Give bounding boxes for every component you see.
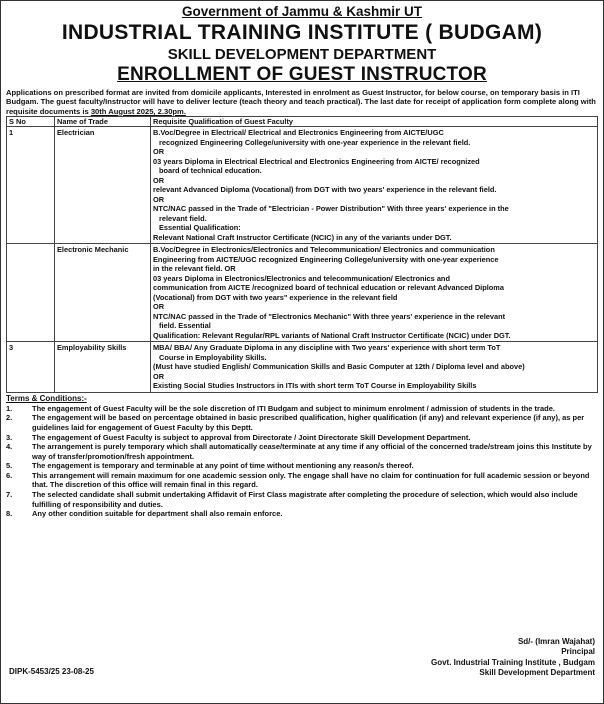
row-qualification [151,342,598,393]
reference-number: DIPK-5453/25 23-08-25 [9,667,94,676]
institute-heading: INDUSTRIAL TRAINING INSTITUTE ( BUDGAM) [61,21,543,44]
term-item [6,509,598,519]
term-item [6,442,598,461]
term-item [6,490,598,509]
term-item [6,404,598,414]
term-text: Any other condition suitable for department shall also remain enforce. [32,509,283,519]
term-text: The arrangement is purely temporary which shall automatically cease/terminate at any time if any official of the concerned trade/stream joins this Institute by way of transfer/promotion/fresh appointment. [32,442,592,461]
table-row [7,244,598,342]
qualification-line: Engineering from AICTE/UGC recognized Engineering College/university with one-year experience [153,254,499,264]
term-item [6,413,598,432]
signature-designation: Principal [561,647,595,657]
qualification-line: OR [153,147,165,157]
term-item [6,471,598,490]
row-sno: 1 [7,127,55,244]
qualification-line: Course in Employability Skills. [159,352,267,362]
table-header-row [7,117,598,127]
qualification-line: Essential Qualification: [159,223,241,233]
qualification-line: 03 years Diploma in Electrical Electrical and Electronics Engineering from AICTE/ recognized [153,156,480,166]
term-text: The engagement of Guest Faculty will be the sole discretion of ITI Budgam and subject to minimum enrolment / admission of students in the trade. [32,403,555,413]
signature-dept: Skill Development Department [479,668,595,678]
qualification-line: Existing Social Studies Instructors in ITIs with short term ToT Course in Employability Skills [153,381,477,391]
table-row [7,342,598,393]
qualification-line: Qualification: Relevant Regular/RPL variants of National Craft Instructor Certificate (NCIC) under DGT. [153,330,511,340]
col-sno: S No [7,117,55,127]
notice-title: ENROLLMENT OF GUEST INSTRUCTOR [117,64,487,85]
qualification-line: 03 years Diploma in Electronics/Electronics and telecommunication/ Electronics and [153,273,450,283]
signature-office: Govt. Industrial Training Institute , Budgam [430,657,595,667]
term-text: The engagement is temporary and terminable at any point of time without mentioning any reason/s thereof. [32,461,414,471]
row-sno: 3 [7,342,55,393]
row-trade-name: Electrician [55,127,151,244]
col-qualification: Requisite Qualification of Guest Faculty [151,117,598,127]
qualification-line: OR [153,175,165,185]
row-trade-name: Electronic Mechanic [55,244,151,342]
term-number: 1. [6,403,13,413]
signature-block [431,637,595,679]
qualification-line: communication from AICTE /recognized board of technical education or relevant Advanced Diploma [153,283,504,293]
qualification-line: OR [153,194,165,204]
qualification-line: Relevant National Craft Instructor Certificate (NCIC) in any of the variants under DGT. [153,232,452,242]
row-trade-name: Employability Skills [55,342,151,393]
term-item [6,433,598,443]
term-number: 6. [6,470,13,480]
qualification-line: (Must have studied English/ Communication Skills and Basic Computer at 12th / Diploma level and above) [153,362,525,372]
qualification-line: NTC/NAC passed in the Trade of "Electronics Mechanic" With three years' experience in the relevant [153,311,506,321]
term-number: 8. [6,509,13,519]
term-number: 4. [6,442,13,452]
col-trade: Name of Trade [55,117,151,127]
qualification-line: relevant field. [159,213,207,223]
qualification-line: MBA/ BBA/ Any Graduate Diploma in any discipline with Two years' experience with short term ToT [153,343,501,353]
row-sno [7,244,55,342]
term-number: 5. [6,461,13,471]
qualification-line: recognized Engineering College/university with one-year experience in the relevant field. [159,137,471,147]
intro-text: Applications on prescribed format are invited from domicile applicants, Interested in enrolment as Guest Instructor, for below course, on temporary basis in ITI Budgam. The guest faculty/Instructor will have to deliver lecture (teach theory and teach practical). The last date for receipt of application form complete along with requisite documents is [6,88,596,116]
terms-title: Terms & Conditions:- [6,393,87,403]
qualification-line: B.Voc/Degree in Electronics/Electronics and Telecommunication/ Electronics and communication [153,245,495,255]
department-heading: SKILL DEVELOPMENT DEPARTMENT [167,46,437,63]
term-text: The selected candidate shall submit undertaking Affidavit of First Class magistrate after completing the procedure of selection, which would also include fulfilling of responsibility and duties. [32,490,578,509]
term-number: 7. [6,490,13,500]
intro-paragraph [6,88,598,116]
qualification-line: OR [153,302,165,312]
term-text: The engagement of Guest Faculty is subject to approval from Directorate / Joint Directorate Skill Development Department. [32,432,471,442]
qualification-line: in the relevant field. OR [153,264,236,274]
row-qualification [151,127,598,244]
qualification-line: B.Voc/Degree in Electrical/ Electrical and Electronics Engineering from AICTE/UGC [153,128,444,138]
terms-list [6,404,598,519]
trades-table [6,116,598,393]
qualification-line: OR [153,371,165,381]
qualification-line: board of technical education. [159,166,262,176]
term-item [6,461,598,471]
deadline-text: 30th August 2025, 2.30pm. [90,106,186,116]
term-number: 3. [6,432,13,442]
term-number: 2. [6,413,13,423]
term-text: The engagement will be based on percentage obtained in basic prescribed qualification, higher qualification (if any) and relevant experience (if any), as per guidelines laid for engagement of Guest Faculty by this Deptt. [32,413,585,432]
row-qualification [151,244,598,342]
govt-heading: Government of Jammu & Kashmir UT [181,4,423,19]
signature-name: Sd/- (Imran Wajahat) [517,637,595,646]
qualification-line: field. Essential [159,321,211,331]
table-row [7,127,598,244]
qualification-line: (Vocational) from DGT with two years" experience in the relevant field [153,292,398,302]
term-text: This arrangement will remain maximum for one academic session only. The engage shall have no claim for continuation for full academic session or beyond that. The discretion of this office will remain final in this regard. [32,470,590,490]
qualification-line: relevant Advanced Diploma (Vocational) from DGT with two years' experience in the relevant field. [153,185,497,195]
qualification-line: NTC/NAC passed in the Trade of "Electrician - Power Distribution" With three years' experience in the [153,204,509,214]
